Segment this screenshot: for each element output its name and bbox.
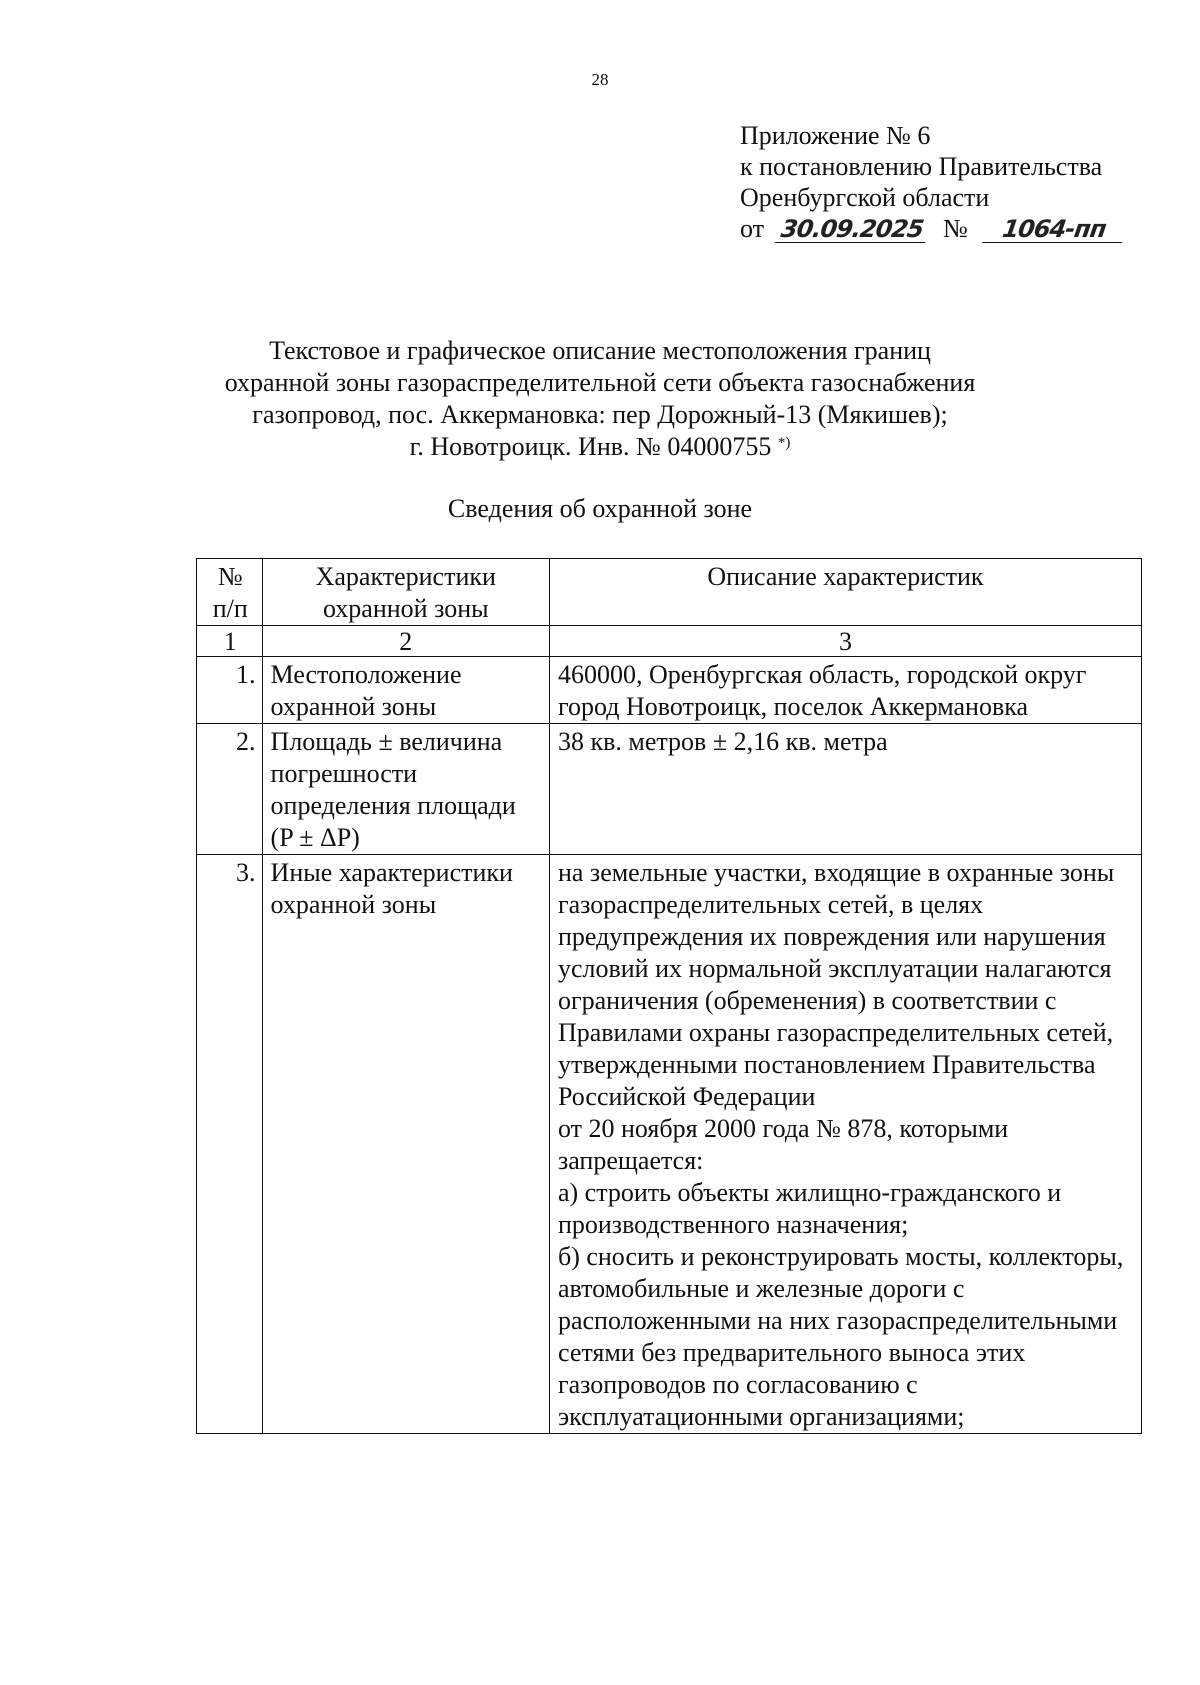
row-characteristic: Местоположение охранной зоны — [262, 657, 549, 724]
description-paragraph: б) сносить и реконструировать мосты, коллекторы, автомобильные и железные дороги с расположенными на них газораспределительными сетями без предварительного выноса этих газопроводов по согласованию с эксплуатационными организациями; — [557, 1242, 1124, 1431]
from-label: от — [740, 214, 765, 243]
header-number: № п/п — [197, 559, 263, 626]
numbering-cell: 3 — [549, 626, 1141, 657]
numbering-cell: 1 — [197, 626, 263, 657]
row-description: 460000, Оренбургская область, городской округ город Новотроицк, поселок Аккермановка — [549, 657, 1141, 724]
numbering-cell: 2 — [262, 626, 549, 657]
row-description: 38 кв. метров ± 2,16 кв. метра — [549, 724, 1141, 855]
handwritten-number: 1064-пп — [982, 216, 1126, 243]
title-line-4-text: г. Новотроицк. Инв. № 04000755 — [409, 432, 772, 461]
footnote-mark: *) — [777, 435, 791, 451]
row-number: 3. — [197, 855, 263, 1434]
table-numbering-row — [197, 626, 1142, 657]
description-paragraph: на земельные участки, входящие в охранные зоны газораспределительных сетей, в целях предупреждения их повреждения или нарушения условий их нормальной эксплуатации налагаются ограничения (обременения) в соответствии с Правилами охраны газораспределительных сетей, утвержденными постановлением Правительства Российской Федерации — [557, 858, 1115, 1111]
number-label: № — [943, 214, 968, 243]
row-number: 2. — [197, 724, 263, 855]
description-paragraph: а) строить объекты жилищно-гражданского и производственного назначения; — [557, 1178, 1062, 1239]
document-title — [160, 335, 1040, 463]
header-description: Описание характеристик — [549, 559, 1141, 626]
table-row — [197, 724, 1142, 855]
table-header-row — [197, 559, 1142, 626]
header-characteristics: Характеристики охранной зоны — [262, 559, 549, 626]
row-characteristic: Площадь ± величина погрешности определения площади (P ± ΔP) — [262, 724, 549, 855]
row-characteristic: Иные характеристики охранной зоны — [262, 855, 549, 1434]
table-row — [197, 855, 1142, 1434]
row-description — [549, 855, 1141, 1434]
appendix-reference: к постановлению Правительства — [740, 152, 1103, 181]
page-number: 28 — [591, 70, 609, 89]
appendix-title: Приложение № 6 — [740, 121, 931, 150]
handwritten-date: 30.09.2025 — [775, 216, 929, 243]
title-line-3: газопровод, пос. Аккермановка: пер Дорожный-13 (Мякишев); — [252, 400, 948, 429]
appendix-region: Оренбургской области — [740, 183, 990, 212]
description-paragraph: от 20 ноября 2000 года № 878, которыми запрещается: — [557, 1114, 1009, 1175]
title-line-4 — [160, 431, 1040, 463]
appendix-date-number — [740, 213, 1124, 244]
zone-info-table — [196, 558, 1142, 1434]
title-line-1: Текстовое и графическое описание местоположения границ — [269, 336, 931, 365]
title-line-2: охранной зоны газораспределительной сети объекта газоснабжения — [224, 368, 976, 397]
table-row — [197, 657, 1142, 724]
section-title: Сведения об охранной зоне — [447, 494, 753, 523]
appendix-block — [740, 120, 1124, 244]
row-number: 1. — [197, 657, 263, 724]
